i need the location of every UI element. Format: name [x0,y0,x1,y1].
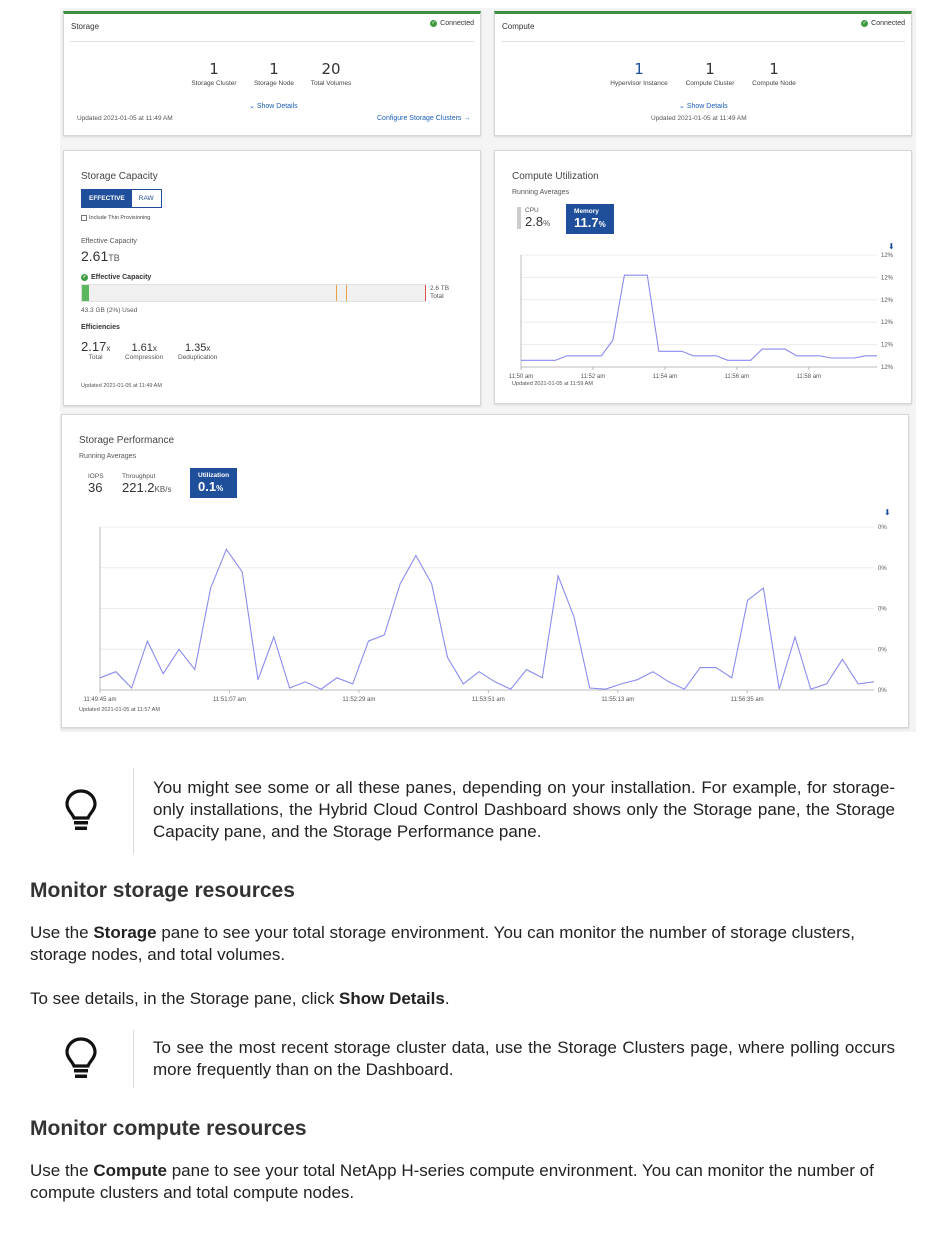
connection-status [430,20,474,27]
dashboard-screenshot [60,8,916,732]
metric-value: 2.8 [525,214,544,229]
metric-label: CPU [525,207,539,214]
value: 1.61 [131,342,153,354]
download-icon[interactable]: ⬇ [888,242,895,251]
y-tick-label: 12% [881,320,894,327]
y-tick-label: 12% [881,342,894,349]
download-icon[interactable]: ⬇ [884,508,891,517]
storage-pane [63,11,481,136]
stat-label: Compute Node [752,80,796,87]
tip-divider [133,768,134,854]
check-icon: ✓ [82,274,87,280]
connection-status [861,20,905,27]
lightbulb-icon [64,1036,98,1082]
running-averages: Running Averages [512,189,570,196]
tip-divider [133,1030,134,1088]
show-details-link[interactable]: ⌄ Show Details [679,103,728,110]
show-details-label: Show Details [256,103,298,110]
stat-value: 1 [269,60,279,78]
text: pane to see your total storage environment. You can monitor the number of storage clusters, storage nodes, and total volumes. [30,923,855,964]
text: pane to see your total NetApp H-series compute environment. You can monitor the number of compute clusters and total compute nodes. [30,1161,874,1202]
metric-label: IOPS [88,473,104,480]
efficiency-total [81,339,110,361]
capacity-tabs [81,189,162,208]
running-averages: Running Averages [79,453,137,460]
metric-label: Utilization [198,472,230,479]
tip-callout [30,768,916,854]
total-label: Total [430,293,444,300]
tip-text: You might see some or all these panes, depending on your installation. For example, for storage-only installations, the Hybrid Cloud Control Dashboard shows only the Storage pane, the Storage Capacity pane, and the Storage Performance pane. [153,778,895,841]
cpu-metric[interactable] [517,207,550,229]
configure-link-label: Configure Storage Clusters [377,115,462,122]
warning-threshold [336,285,337,301]
total-capacity [430,285,449,301]
stat-value: 1 [705,60,715,78]
capacity-bar-title [81,274,151,281]
unit: x [152,344,157,353]
metric-value: 36 [88,480,103,495]
heading-monitor-storage: Monitor storage resources [30,879,295,902]
unit: TB [108,253,120,263]
paragraph-compute [30,1160,916,1204]
compute-utilization-pane [494,150,912,404]
memory-metric[interactable] [566,204,614,234]
y-tick-label: 0% [878,525,887,531]
efficiency-deduplication [178,342,217,361]
y-tick-label: 12% [881,297,894,304]
x-tick-label: 11:50 am [508,374,534,380]
y-tick-label: 0% [878,565,887,572]
x-tick-label: 11:56:35 am [730,697,764,703]
stat-label: Hypervisor Instance [610,80,668,87]
x-tick-label: 11:55:13 am [601,697,635,703]
status-text: Connected [440,20,474,27]
metric-value: 0.1 [198,479,217,494]
iops-metric[interactable] [88,473,104,495]
compute-pane [494,11,912,136]
total-value: 2.6 TB [430,285,450,292]
efficiency-compression [125,342,163,361]
metric-value: 11.7 [574,215,599,230]
tip-text: To see the most recent storage cluster data, use the Storage Clusters page, where polling occurs more frequently than on the Dashboard. [153,1038,895,1079]
x-tick-label: 11:52 am [580,374,606,380]
arrow-right-icon: → [463,115,471,122]
check-icon: ✓ [862,20,867,26]
metric-value: 221.2 [122,480,155,495]
stat-compute-node [734,60,814,87]
label: Total [88,354,103,361]
stat-label: Storage Node [253,80,295,87]
used-text: 43.3 GB (2%) Used [81,307,138,314]
efficiencies-label: Efficiencies [81,324,120,331]
x-tick-label: 11:58 am [796,374,822,380]
x-tick-label: 11:51:07 am [212,697,246,703]
x-tick-label: 11:49:45 am [83,697,117,703]
warning-threshold [346,285,347,301]
compute-utilization-chart [505,241,905,381]
stat-value: 1 [209,60,219,78]
updated-timestamp: Updated 2021-01-05 at 11:49 AM [77,115,173,122]
metric-label: Memory [574,208,599,215]
storage-pane-title: Storage [71,22,100,31]
y-tick-label: 0% [878,688,887,694]
storage-performance-chart [72,507,902,703]
tab-effective[interactable]: EFFECTIVE [82,190,132,207]
utilization-metric[interactable] [190,468,237,498]
y-tick-label: 12% [881,275,894,282]
y-tick-label: 0% [878,606,887,613]
show-details-link[interactable]: ⌄ Show Details [249,103,298,110]
storage-capacity-pane [63,150,481,406]
updated-timestamp: Updated 2021-01-05 at 11:49 AM [81,383,162,389]
checkbox-box [81,215,87,221]
stat-value: 20 [321,60,341,78]
text: . [444,989,450,1008]
updated-timestamp: Updated 2021-01-05 at 11:49 AM [651,115,747,122]
unit: x [106,344,111,353]
paragraph-storage [30,922,916,966]
label: Compression [125,354,164,361]
text-bold: Show Details [339,989,445,1008]
compute-pane-title: Compute [502,22,535,31]
value: 2.61 [81,248,109,264]
metric-unit: % [598,220,606,229]
metric-label: Throughput [122,473,156,480]
x-tick-label: 11:52:29 am [342,697,376,703]
updated-timestamp: Updated 2021-01-05 at 11:57 AM [79,707,160,713]
updated-timestamp: Updated 2021-01-05 at 11:59 AM [512,381,593,387]
capacity-bar [81,284,426,302]
divider [70,41,474,42]
stat-value: 1 [769,60,779,78]
effective-capacity-label: Effective Capacity [81,238,137,245]
configure-storage-clusters-link[interactable] [377,115,470,122]
error-threshold [425,285,426,301]
metric-unit: KB/s [154,485,172,494]
show-details-label: Show Details [686,103,728,110]
text: To see details, in the Storage pane, click [30,989,340,1008]
label: Deduplication [178,354,218,361]
text: Use the [30,1161,94,1180]
heading-monitor-compute: Monitor compute resources [30,1117,307,1140]
stat-hypervisor-instance [599,60,679,87]
metric-unit: % [543,219,551,228]
value: 1.35 [184,342,207,354]
stat-value: 1 [634,60,644,78]
bar-title-text: Effective Capacity [91,274,152,281]
stat-total-volumes [291,60,371,87]
text-bold: Compute [93,1161,167,1180]
stat-label: Storage Cluster [191,80,237,87]
divider [501,41,905,42]
status-text: Connected [871,20,905,27]
unit: x [206,344,211,353]
metric-unit: % [216,484,224,493]
used-fill [82,285,89,301]
throughput-metric[interactable] [122,473,171,495]
text: Use the [30,923,94,942]
y-tick-label: 12% [881,253,894,259]
x-tick-label: 11:53:51 am [471,697,505,703]
text-bold: Storage [93,923,157,942]
paragraph-show-details [30,988,916,1010]
storage-performance-pane [61,414,909,728]
storage-performance-title: Storage Performance [79,435,175,446]
series-line-memory [521,275,877,360]
storage-capacity-title: Storage Capacity [81,171,158,182]
lightbulb-icon [64,788,98,834]
checkbox-label: Include Thin Provisioning [89,215,151,221]
series-line-utilization [100,549,874,689]
tab-raw[interactable]: RAW [132,190,161,207]
thin-provisioning-checkbox[interactable] [81,215,150,221]
stat-label: Compute Cluster [685,80,735,87]
compute-utilization-title: Compute Utilization [512,171,599,182]
check-icon: ✓ [431,20,436,26]
x-tick-label: 11:54 am [652,374,678,380]
value: 2.17 [81,339,107,354]
x-tick-label: 11:56 am [724,374,750,380]
y-tick-label: 12% [881,365,894,371]
stat-label: Total Volumes [310,80,352,87]
tip-callout [30,1030,916,1088]
y-tick-label: 0% [878,647,887,654]
effective-capacity-value [81,248,120,264]
